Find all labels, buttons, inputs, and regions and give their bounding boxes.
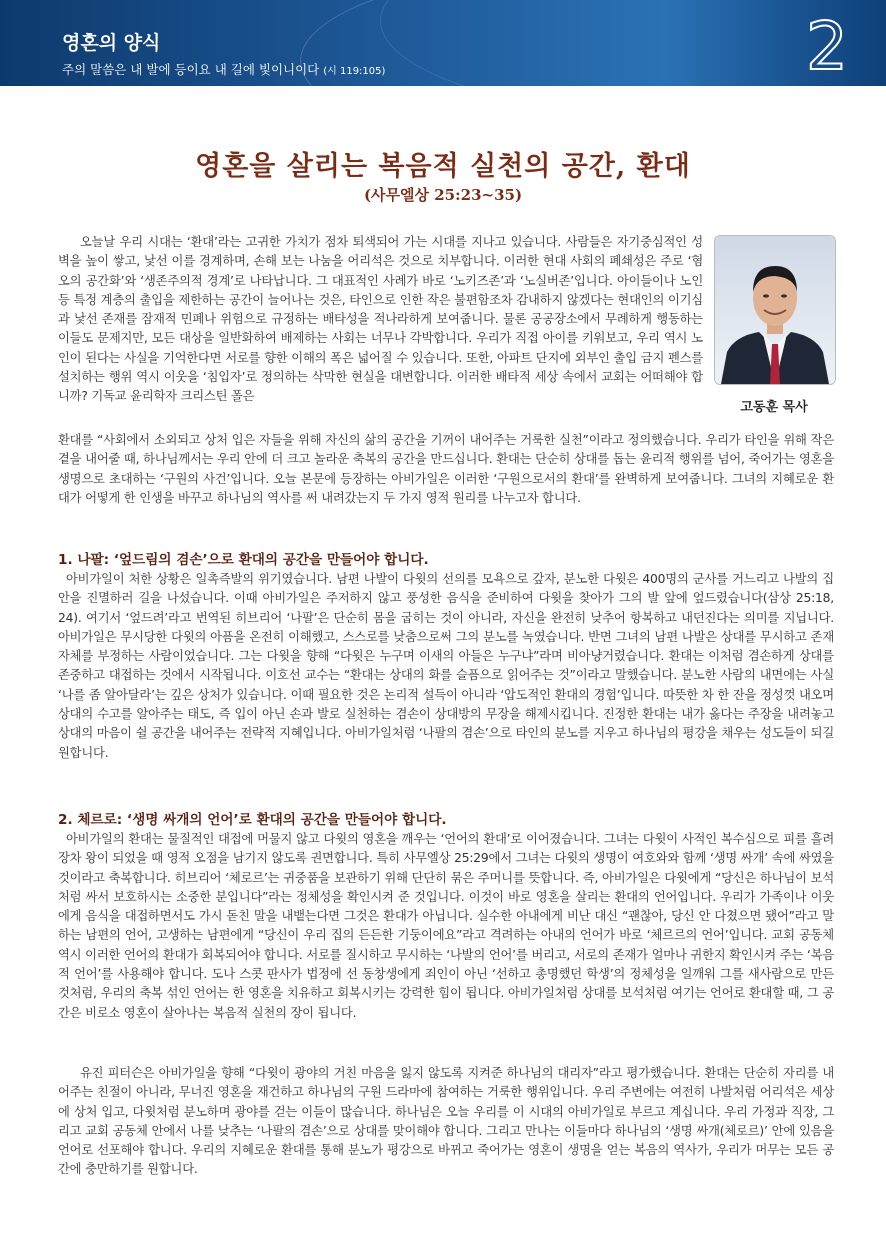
- intro-paragraph-continued: 환대를 “사회에서 소외되고 상처 입은 자들을 위해 자신의 삶의 공간을 기꺼이 내어주는 거룩한 실천”이라고 정의했습니다. 우리가 타인을 위해 작은 곁을 내어줄 때, 하나님께서는 우리 안에 더 크고 놀라운 축복의 공간을 만드십니다. 환대는 단순히 상대를 돕는 윤리적 행위를 넘어, 죽어가는 영혼을 생명으로 초대하는 ‘구원의 사건’입니다. 오늘 본문에 등장하는 아비가일은 이러한 ‘구원으로서의 환대’를 완벽하게 보여줍니다. 그녀의 지혜로운 환대가 어떻게 한 인생을 바꾸고 하나님의 역사를 써 내려갔는지 두 가지 영적 원리를 나누고자 합니다.: [58, 433, 834, 505]
- section-heading-2: 2. 체르로: ‘생명 싸개의 언어’로 환대의 공간을 만들어야 합니다.: [58, 812, 447, 828]
- section-body-2: 아비가일의 환대는 물질적인 대접에 머물지 않고 다윗의 영혼을 깨우는 ‘언어의 환대’로 이어졌습니다. 그녀는 다윗이 사적인 복수심으로 피를 흘려 장차 왕이 되었을 때 영적 오점을 남기지 않도록 권면합니다. 특히 사무엘상 25:29에서 그녀는 다윗의 생명이 여호와와 함께 ‘생명 싸개’ 속에 싸였을 것이라고 축복합니다. 히브리어 ‘체로르’는 귀중품을 보관하기 위해 단단히 묶은 주머니를 뜻합니다. 즉, 아비가일은 다윗에게 “당신은 하나님이 보석처럼 싸서 보호하시는 소중한 분입니다”라는 정체성을 확인시켜 준 것입니다. 이것이 바로 영혼을 살리는 환대의 언어입니다. 우리가 가족이나 이웃에게 음식을 대접하면서도 가시 돋친 말을 내뱉는다면 그것은 환대가 아닙니다. 실수한 아내에게 비난 대신 “괜찮아, 당신 안 다쳤으면 됐어”라고 말하는 남편의 언어, 고생하는 남편에게 “당신이 우리 집의 든든한 기둥이에요”라고 격려하는 아내의 언어가 바로 ‘체르르의 언어’입니다. 교회 공동체 역시 이러한 언어의 환대가 회복되어야 합니다. 서로를 질시하고 무시하는 ‘나발의 언어’를 버리고, 서로의 존재가 얼마나 귀한지 확인시켜 주는 ‘복음적 언어’를 사용해야 합니다. 도나 스콧 판사가 법정에 선 동창생에게 죄인이 아닌 ‘선하고 총명했던 학생’의 정체성을 일깨워 그를 새사람으로 만든 것처럼, 우리의 축복 섞인 언어는 한 영혼을 치유하고 회복시키는 강력한 힘이 됩니다. 아비가일처럼 상대를 보석처럼 여기는 언어로 환대할 때, 그 공간은 비로소 영혼이 살아나는 복음적 실천의 장이 됩니다.: [58, 832, 834, 1020]
- section-body-1: 아비가일이 처한 상황은 일촉즉발의 위기였습니다. 남편 나발이 다윗의 선의를 모욕으로 갚자, 분노한 다윗은 400명의 군사를 거느리고 나발의 집안을 진멸하러 길을 나섰습니다. 이때 아비가일은 주저하지 않고 풍성한 음식을 준비하여 다윗을 찾아가 그의 발 앞에 엎드렸습니다(삼상 25:18, 24). 여기서 ‘엎드려’라고 번역된 히브리어 ‘나팔’은 단순히 몸을 굽히는 것이 아니라, 자신을 완전히 낮추어 항복하고 내던진다는 의미를 지닙니다. 아비가일은 무시당한 다윗의 아픔을 온전히 이해했고, 스스로를 낮춤으로써 그의 분노를 녹였습니다. 반면 그녀의 남편 나발은 상대를 무시하고 존재 자체를 부정하는 사람이었습니다. 그는 다윗을 향해 “다윗은 누구며 이새의 아들은 누구냐”라며 비아냥거렸습니다. 환대는 이처럼 겸손하게 상대를 존중하고 대접하는 것에서 시작됩니다. 이호선 교수는 “환대는 상대의 화를 슬픔으로 읽어주는 것”이라고 말했습니다. 분노한 사람의 내면에는 사실 ‘나를 좀 알아달라’는 깊은 상처가 있습니다. 이때 필요한 것은 논리적 설득이 아니라 ‘압도적인 환대의 경험’입니다. 따뜻한 차 한 잔을 정성껏 내오며 상대의 수고를 알아주는 태도, 즉 입이 아닌 손과 발로 실천하는 겸손이 상대방의 무장을 해제시킵니다. 진정한 환대는 내가 옳다는 주장을 내려놓고 상대의 마음이 쉴 공간을 내어주는 전략적 지혜입니다. 아비가일처럼 ‘나팔의 겸손’으로 타인의 분노를 지우고 하나님의 평강을 채우는 성도들이 되길 원합니다.: [58, 572, 834, 760]
- verse-reference: (시 119:105): [323, 66, 386, 77]
- header-banner: [0, 0, 886, 86]
- verse-text: 주의 말씀은 내 발에 등이요 내 길에 빛이니이다: [62, 62, 320, 77]
- scripture-reference: (사무엘상 25:23~35): [363, 186, 523, 204]
- author-photo: [714, 235, 836, 385]
- conclusion-paragraph: 유진 피터슨은 아비가일을 향해 “다윗이 광야의 거친 마음을 잃지 않도록 지켜준 하나님의 대리자”라고 평가했습니다. 환대는 단순히 자리를 내어주는 친절이 아니라, 무너진 영혼을 재건하고 하나님의 구원 드라마에 참여하는 거룩한 행위입니다. 우리 주변에는 여전히 나발처럼 어리석은 세상에 상처 입고, 다윗처럼 분노하며 광야를 걷는 이들이 많습니다. 하나님은 오늘 우리를 이 시대의 아비가일로 부르고 계십니다. 우리 가정과 직장, 그리고 교회 공동체 안에서 나를 낮추는 ‘나팔의 겸손’으로 상대를 맞이해야 합니다. 그리고 만나는 이들마다 하나님의 ‘생명 싸개(체로르)’ 안에 있음을 언어로 선포해야 합니다. 우리의 지혜로운 환대를 통해 분노가 평강으로 바뀌고 죽어가는 영혼이 생명을 얻는 복음의 역사가, 우리가 머무는 모든 공간에 충만하기를 원합니다.: [58, 1066, 834, 1177]
- intro-paragraph: 오늘날 우리 시대는 ‘환대’라는 고귀한 가치가 점차 퇴색되어 가는 시대를 지나고 있습니다. 사람들은 자기중심적인 성벽을 높이 쌓고, 낯선 이를 경계하며, 손해 보는 나눔을 어리석은 것으로 치부합니다. 이러한 현대 사회의 폐쇄성은 주로 ‘혐오의 공간화’와 ‘생존주의적 경계’로 나타납니다. 그 대표적인 사례가 바로 ‘노키즈존’과 ‘노실버존’입니다. 아이들이나 노인 등 특정 계층의 출입을 제한하는 공간이 늘어나는 것은, 타인으로 인한 작은 불편함조차 감내하지 않겠다는 현대인의 이기심과 낯선 존재를 잠재적 민폐나 위험으로 규정하는 배타성을 적나라하게 보여줍니다. 물론 공공장소에서 무례하게 행동하는 이들도 문제지만, 모든 대상을 일반화하여 배제하는 사회는 너무나 각박합니다. 우리가 직접 아이를 키워보고, 우리 역시 노인이 된다는 사실을 기억한다면 서로를 향한 이해의 폭은 넓어질 수 있습니다. 또한, 아파트 단지에 외부인 출입 금지 펜스를 설치하는 행위 역시 이웃을 ‘침입자’로 정의하는 삭막한 현실을 대변합니다. 이러한 배타적 세상 속에서 교회는 어떠해야 합니까? 기독교 윤리학자 크리스틴 폴은: [58, 235, 704, 404]
- section-heading-1: 1. 나팔: ‘엎드림의 겸손’으로 환대의 공간을 만들어야 합니다.: [58, 552, 429, 568]
- series-title: 영혼의 양식: [62, 32, 161, 54]
- author-name: 고동훈 목사: [740, 400, 808, 415]
- article-title: 영혼을 살리는 복음적 실천의 공간, 환대: [195, 151, 691, 182]
- issue-number: 2: [806, 8, 848, 85]
- header-verse: [62, 60, 385, 78]
